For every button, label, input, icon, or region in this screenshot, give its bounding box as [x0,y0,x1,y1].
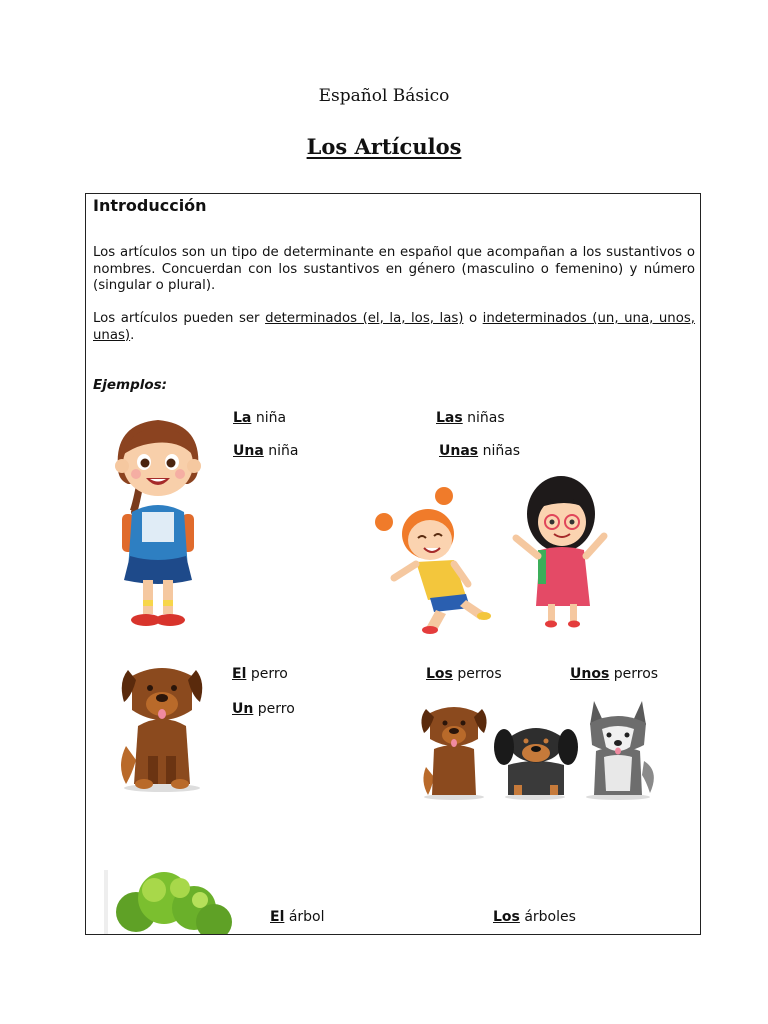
example-unas-ninas [439,443,520,459]
dog-illustration [116,656,206,794]
indeterminados-text: indeterminados (un, una, unos, unas) [93,311,696,343]
noun: niña [255,410,287,426]
noun: niña [268,443,299,459]
noun: perros [613,666,659,682]
section-heading: Introducción [93,196,207,215]
example-unos-perros [570,666,658,682]
example-los-perros [426,666,502,682]
article: Unos [570,666,610,682]
article: La [233,410,252,426]
paragraph-connector: o [463,311,483,326]
example-un-perro [232,701,295,717]
paragraph-suffix: . [130,327,135,343]
tree-illustration [104,864,244,935]
two-girls-illustration [376,472,616,637]
content-box [85,193,701,935]
example-los-arboles [493,909,576,925]
three-dogs-illustration [420,701,660,801]
example-la-nina [233,410,286,426]
example-el-perro [232,666,288,682]
article: Un [232,701,254,717]
lesson-title: Los Artículos [306,134,462,159]
noun: perros [457,666,502,682]
course-title: Español Básico [318,86,450,106]
example-el-arbol [270,909,325,925]
noun: perro [250,666,288,682]
noun: perro [257,701,295,717]
examples-label: Ejemplos: [93,377,168,393]
article: Una [233,443,264,459]
girl-illustration [108,414,208,632]
determinados-text: determinados (el, la, los, las) [265,311,464,326]
articles-types-paragraph [93,311,695,344]
example-una-nina [233,443,298,459]
article: Los [426,666,453,682]
noun: árboles [524,909,576,925]
article: Unas [439,443,479,459]
noun: niñas [482,443,521,459]
example-las-ninas [436,410,505,426]
noun: árbol [288,909,325,925]
paragraph-prefix: Los artículos pueden ser [93,311,266,326]
article: Los [493,909,520,925]
noun: niñas [467,410,505,426]
article: El [270,909,285,925]
article: El [232,666,247,682]
article: Las [436,410,463,426]
intro-paragraph: Los artículos son un tipo de determinante en español que acompañan a los sustantivos o nombres. Concuerdan con los sustantivos en género (masculino o femenino) y número (singular o plural). [93,245,695,293]
